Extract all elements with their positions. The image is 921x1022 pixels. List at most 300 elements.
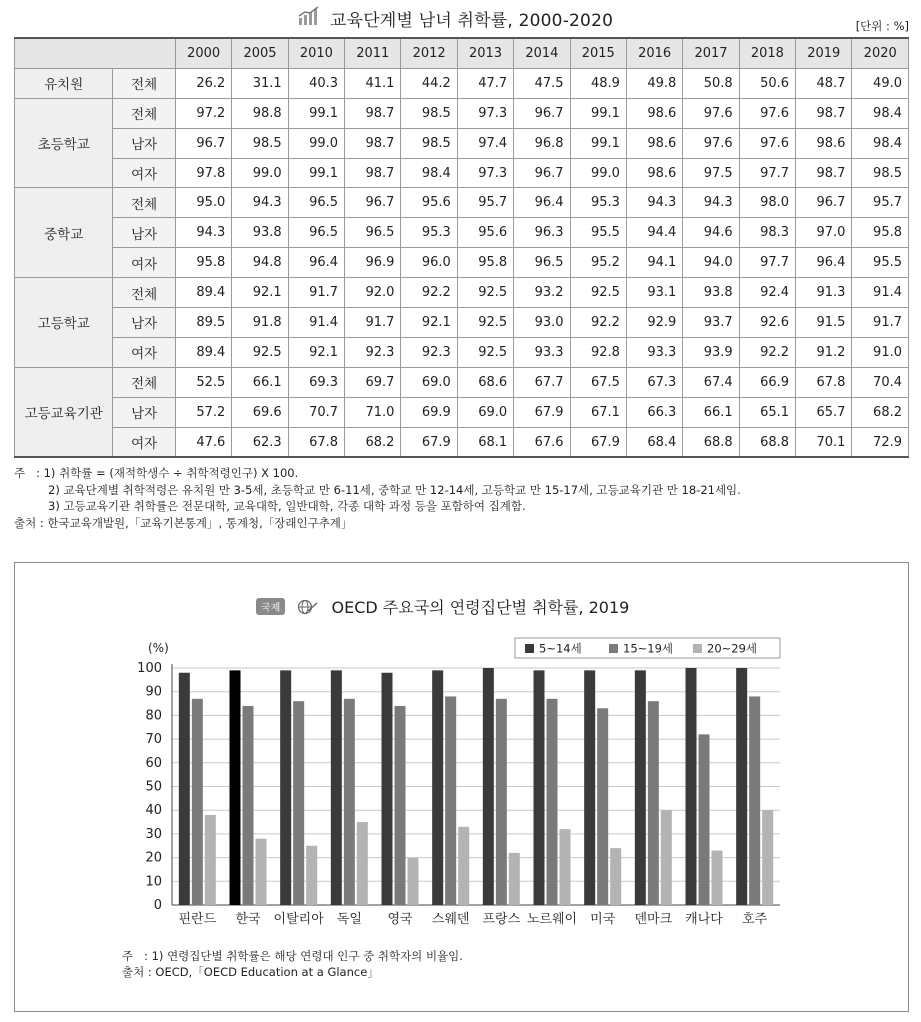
bar xyxy=(205,815,216,905)
x-tick-label: 노르웨이 xyxy=(526,912,578,927)
table-cell: 96.4 xyxy=(288,248,344,278)
year-header: 2010 xyxy=(288,38,344,68)
table-cell: 98.6 xyxy=(626,128,682,158)
sub-label: 남자 xyxy=(113,218,176,248)
table-cell: 98.7 xyxy=(345,128,401,158)
table-cell: 66.9 xyxy=(739,367,795,397)
bar xyxy=(344,699,355,905)
group-label: 유치원 xyxy=(15,68,113,98)
table-cell: 96.7 xyxy=(796,188,852,218)
bar xyxy=(256,839,267,905)
table-cell: 97.6 xyxy=(683,98,739,128)
table-row xyxy=(15,248,909,278)
bar xyxy=(483,668,494,905)
table-row xyxy=(15,337,909,367)
table-cell: 68.1 xyxy=(457,427,513,457)
table-cell: 91.7 xyxy=(345,308,401,338)
table-cell: 95.0 xyxy=(175,188,231,218)
table-cell: 93.9 xyxy=(683,337,739,367)
table-row xyxy=(15,397,909,427)
table-cell: 93.3 xyxy=(626,337,682,367)
table-cell: 95.8 xyxy=(175,248,231,278)
table-cell: 68.2 xyxy=(852,397,909,427)
table-cell: 97.5 xyxy=(683,158,739,188)
bar xyxy=(243,706,254,905)
year-header: 2011 xyxy=(345,38,401,68)
table-cell: 98.4 xyxy=(852,128,909,158)
table-cell: 67.9 xyxy=(570,427,626,457)
bar xyxy=(458,827,469,905)
table-cell: 67.3 xyxy=(626,367,682,397)
bar xyxy=(648,701,659,905)
table-cell: 99.1 xyxy=(570,98,626,128)
table-cell: 67.4 xyxy=(683,367,739,397)
bar xyxy=(496,699,507,905)
table-cell: 92.0 xyxy=(345,278,401,308)
group-label: 고등학교 xyxy=(15,278,113,368)
year-header: 2005 xyxy=(232,38,288,68)
x-tick-label: 덴마크 xyxy=(634,912,673,927)
table-cell: 95.5 xyxy=(852,248,909,278)
table-cell: 65.1 xyxy=(739,397,795,427)
bar xyxy=(749,696,760,905)
table-cell: 92.5 xyxy=(457,337,513,367)
year-header: 2015 xyxy=(570,38,626,68)
bar xyxy=(357,822,368,905)
year-header: 2016 xyxy=(626,38,682,68)
y-tick-label: 30 xyxy=(145,826,162,842)
table-cell: 91.5 xyxy=(796,308,852,338)
table-cell: 92.3 xyxy=(401,337,457,367)
y-tick-label: 0 xyxy=(153,898,162,913)
table-cell: 96.5 xyxy=(345,218,401,248)
table-cell: 94.8 xyxy=(232,248,288,278)
table-cell: 98.5 xyxy=(401,98,457,128)
table-row xyxy=(15,98,909,128)
bar xyxy=(699,734,710,905)
table-cell: 95.8 xyxy=(457,248,513,278)
bar xyxy=(293,701,304,905)
table-cell: 96.7 xyxy=(345,188,401,218)
table-cell: 40.3 xyxy=(288,68,344,98)
table-cell: 92.2 xyxy=(739,337,795,367)
legend-label: 5~14세 xyxy=(539,641,582,656)
table-cell: 67.5 xyxy=(570,367,626,397)
table-row xyxy=(15,278,909,308)
table-cell: 95.8 xyxy=(852,218,909,248)
bar xyxy=(331,670,342,905)
table-cell: 98.6 xyxy=(626,98,682,128)
table-cell: 97.4 xyxy=(457,128,513,158)
bar-chart xyxy=(120,630,800,940)
bar xyxy=(686,668,697,905)
table-cell: 92.8 xyxy=(570,337,626,367)
table-cell: 99.1 xyxy=(570,128,626,158)
table-cell: 97.2 xyxy=(175,98,231,128)
table-cell: 89.5 xyxy=(175,308,231,338)
y-tick-label: 40 xyxy=(145,803,162,819)
table-cell: 92.2 xyxy=(401,278,457,308)
table-cell: 92.3 xyxy=(345,337,401,367)
table-cell: 94.3 xyxy=(232,188,288,218)
table-row xyxy=(15,128,909,158)
chart-note-1: 주 : 1) 연령집단별 취학률은 해당 연령대 인구 중 취학자의 비율임. xyxy=(122,949,463,963)
note-3: 3) 고등교육기관 취학률은 전문대학, 교육대학, 일반대학, 각종 대학 과정 등을 포함하여 집계함. xyxy=(48,499,526,513)
table-cell: 70.1 xyxy=(796,427,852,457)
table-cell: 93.1 xyxy=(626,278,682,308)
table-cell: 93.7 xyxy=(683,308,739,338)
table-cell: 92.2 xyxy=(570,308,626,338)
table-cell: 66.3 xyxy=(626,397,682,427)
table-cell: 95.6 xyxy=(401,188,457,218)
table-header-row xyxy=(15,38,909,68)
table-cell: 57.2 xyxy=(175,397,231,427)
table-row xyxy=(15,427,909,457)
legend-swatch xyxy=(525,644,534,653)
table-cell: 98.7 xyxy=(345,158,401,188)
table-cell: 96.4 xyxy=(514,188,570,218)
y-tick-label: 90 xyxy=(145,684,162,700)
table-cell: 69.6 xyxy=(232,397,288,427)
enrollment-table xyxy=(14,37,909,458)
table-cell: 98.5 xyxy=(401,128,457,158)
table-cell: 98.5 xyxy=(232,128,288,158)
bar xyxy=(547,699,558,905)
table-cell: 48.7 xyxy=(796,68,852,98)
bar xyxy=(192,699,203,905)
sub-label: 전체 xyxy=(113,98,176,128)
table-cell: 95.6 xyxy=(457,218,513,248)
table-cell: 93.8 xyxy=(232,218,288,248)
x-tick-label: 미국 xyxy=(590,912,616,927)
table-cell: 99.0 xyxy=(570,158,626,188)
title-row xyxy=(0,0,921,34)
year-header: 2014 xyxy=(514,38,570,68)
table-cell: 91.0 xyxy=(852,337,909,367)
table-cell: 67.8 xyxy=(796,367,852,397)
x-tick-label: 한국 xyxy=(235,912,261,927)
bar xyxy=(230,670,241,905)
table-cell: 69.0 xyxy=(457,397,513,427)
table-cell: 94.6 xyxy=(683,218,739,248)
year-header: 2018 xyxy=(739,38,795,68)
table-cell: 98.5 xyxy=(852,158,909,188)
note-2: 2) 교육단계별 취학적령은 유치원 만 3-5세, 초등학교 만 6-11세, 중학교 만 12-14세, 고등학교 만 15-17세, 고등교육기관 만 18-21세임. xyxy=(48,482,741,497)
table-cell: 47.5 xyxy=(514,68,570,98)
bar xyxy=(280,670,291,905)
table-cell: 69.0 xyxy=(401,367,457,397)
table-cell: 48.9 xyxy=(570,68,626,98)
table-cell: 98.7 xyxy=(796,158,852,188)
legend-swatch xyxy=(693,644,702,653)
bar xyxy=(736,668,747,905)
bar xyxy=(432,670,443,905)
y-tick-label: 100 xyxy=(137,661,162,676)
table-cell: 95.3 xyxy=(570,188,626,218)
sub-label: 여자 xyxy=(113,337,176,367)
table-cell: 99.1 xyxy=(288,98,344,128)
y-tick-label: 60 xyxy=(145,755,162,771)
chart-source: 출처 : OECD,「OECD Education at a Glance」 xyxy=(122,965,379,979)
sub-label: 남자 xyxy=(113,128,176,158)
bar xyxy=(635,670,646,905)
table-cell: 98.7 xyxy=(345,98,401,128)
table-cell: 96.4 xyxy=(796,248,852,278)
table-cell: 95.2 xyxy=(570,248,626,278)
table-cell: 97.8 xyxy=(175,158,231,188)
table-cell: 96.0 xyxy=(401,248,457,278)
table-cell: 95.7 xyxy=(852,188,909,218)
international-badge: 국제 xyxy=(256,598,285,615)
sub-label: 남자 xyxy=(113,308,176,338)
table-cell: 99.0 xyxy=(288,128,344,158)
table-cell: 52.5 xyxy=(175,367,231,397)
group-label: 중학교 xyxy=(15,188,113,278)
table-cell: 93.8 xyxy=(683,278,739,308)
bar xyxy=(509,853,520,905)
x-tick-label: 독일 xyxy=(336,912,362,927)
table-cell: 98.7 xyxy=(796,98,852,128)
table-cell: 93.3 xyxy=(514,337,570,367)
sub-label: 전체 xyxy=(113,68,176,98)
x-tick-label: 핀란드 xyxy=(178,912,217,927)
table-cell: 93.0 xyxy=(514,308,570,338)
table-cell: 94.1 xyxy=(626,248,682,278)
globe-icon xyxy=(296,599,318,615)
table-cell: 50.8 xyxy=(683,68,739,98)
table-row xyxy=(15,68,909,98)
table-cell: 67.9 xyxy=(514,397,570,427)
table-cell: 94.0 xyxy=(683,248,739,278)
bar xyxy=(445,696,456,905)
table-cell: 66.1 xyxy=(683,397,739,427)
table-cell: 70.4 xyxy=(852,367,909,397)
table-row xyxy=(15,367,909,397)
year-header: 2013 xyxy=(457,38,513,68)
legend-label: 20~29세 xyxy=(707,641,758,656)
table-cell: 94.3 xyxy=(683,188,739,218)
table-cell: 68.6 xyxy=(457,367,513,397)
y-tick-label: 50 xyxy=(145,779,162,795)
x-tick-label: 영국 xyxy=(387,912,413,927)
table-cell: 97.6 xyxy=(739,128,795,158)
table-cell: 96.5 xyxy=(514,248,570,278)
bar xyxy=(560,829,571,905)
sub-label: 전체 xyxy=(113,188,176,218)
table-body xyxy=(15,68,909,457)
table-cell: 72.9 xyxy=(852,427,909,457)
table-row xyxy=(15,218,909,248)
table-row xyxy=(15,308,909,338)
table-cell: 62.3 xyxy=(232,427,288,457)
table-cell: 65.7 xyxy=(796,397,852,427)
y-axis-label: (%) xyxy=(148,641,169,655)
chart-notes xyxy=(122,948,463,980)
table-notes xyxy=(14,465,741,531)
table-cell: 94.4 xyxy=(626,218,682,248)
table-source: 출처 : 한국교육개발원,「교육기본통계」, 통계청,「장래인구추계」 xyxy=(14,515,353,530)
table-cell: 92.5 xyxy=(457,308,513,338)
table-cell: 49.8 xyxy=(626,68,682,98)
table-cell: 98.8 xyxy=(232,98,288,128)
table-cell: 97.7 xyxy=(739,248,795,278)
chart-title-row xyxy=(256,595,629,618)
table-cell: 47.7 xyxy=(457,68,513,98)
table-cell: 93.2 xyxy=(514,278,570,308)
table-cell: 71.0 xyxy=(345,397,401,427)
table-cell: 96.9 xyxy=(345,248,401,278)
legend-swatch xyxy=(609,644,618,653)
table-cell: 92.5 xyxy=(570,278,626,308)
year-header: 2012 xyxy=(401,38,457,68)
table-cell: 70.7 xyxy=(288,397,344,427)
year-header: 2020 xyxy=(852,38,909,68)
bar xyxy=(661,810,672,905)
table-cell: 96.7 xyxy=(514,158,570,188)
table-cell: 92.6 xyxy=(739,308,795,338)
sub-label: 전체 xyxy=(113,278,176,308)
table-cell: 94.3 xyxy=(175,218,231,248)
year-header: 2019 xyxy=(796,38,852,68)
table-cell: 92.1 xyxy=(288,337,344,367)
table-cell: 67.1 xyxy=(570,397,626,427)
table-cell: 91.7 xyxy=(852,308,909,338)
table-cell: 96.5 xyxy=(288,218,344,248)
table-cell: 26.2 xyxy=(175,68,231,98)
table-cell: 91.4 xyxy=(852,278,909,308)
table-cell: 92.5 xyxy=(232,337,288,367)
y-tick-label: 10 xyxy=(145,874,162,890)
table-cell: 99.0 xyxy=(232,158,288,188)
table-cell: 97.0 xyxy=(796,218,852,248)
table-cell: 67.7 xyxy=(514,367,570,397)
note-1: 주 : 1) 취학률 = (재적학생수 ÷ 취학적령인구) X 100. xyxy=(14,466,299,480)
table-cell: 92.9 xyxy=(626,308,682,338)
table-cell: 96.7 xyxy=(175,128,231,158)
table-cell: 95.5 xyxy=(570,218,626,248)
table-cell: 47.6 xyxy=(175,427,231,457)
x-tick-label: 스웨덴 xyxy=(431,912,470,927)
bar xyxy=(179,673,190,905)
table-cell: 89.4 xyxy=(175,337,231,367)
table-cell: 91.7 xyxy=(288,278,344,308)
table-cell: 69.3 xyxy=(288,367,344,397)
table-cell: 96.5 xyxy=(288,188,344,218)
table-cell: 96.7 xyxy=(514,98,570,128)
table-cell: 67.9 xyxy=(401,427,457,457)
table-cell: 96.8 xyxy=(514,128,570,158)
table-cell: 31.1 xyxy=(232,68,288,98)
bar xyxy=(408,858,419,905)
table-cell: 68.8 xyxy=(683,427,739,457)
legend-label: 15~19세 xyxy=(623,641,674,656)
bar xyxy=(712,850,723,905)
y-tick-label: 70 xyxy=(145,732,162,748)
table-row xyxy=(15,158,909,188)
page-title: 교육단계별 남녀 취학률, 2000-2020 xyxy=(330,11,614,31)
table-cell: 67.6 xyxy=(514,427,570,457)
table-cell: 92.4 xyxy=(739,278,795,308)
x-tick-label: 캐나다 xyxy=(685,912,723,927)
sub-label: 여자 xyxy=(113,158,176,188)
table-cell: 98.4 xyxy=(852,98,909,128)
table-cell: 98.0 xyxy=(739,188,795,218)
table-cell: 91.2 xyxy=(796,337,852,367)
table-cell: 49.0 xyxy=(852,68,909,98)
bar xyxy=(306,846,317,905)
bar xyxy=(597,708,608,905)
table-cell: 50.6 xyxy=(739,68,795,98)
table-cell: 97.6 xyxy=(683,128,739,158)
table-cell: 95.3 xyxy=(401,218,457,248)
unit-label: [단위 : %] xyxy=(855,19,909,33)
table-cell: 92.1 xyxy=(401,308,457,338)
bar xyxy=(762,810,773,905)
table-row xyxy=(15,188,909,218)
sub-label: 여자 xyxy=(113,427,176,457)
table-cell: 97.3 xyxy=(457,98,513,128)
header-corner xyxy=(15,38,176,68)
table-cell: 68.4 xyxy=(626,427,682,457)
table-cell: 41.1 xyxy=(345,68,401,98)
table-cell: 44.2 xyxy=(401,68,457,98)
table-cell: 99.1 xyxy=(288,158,344,188)
table-cell: 66.1 xyxy=(232,367,288,397)
table-cell: 91.3 xyxy=(796,278,852,308)
x-tick-label: 호주 xyxy=(742,912,768,927)
table-cell: 97.6 xyxy=(739,98,795,128)
table-cell: 68.2 xyxy=(345,427,401,457)
table-cell: 69.7 xyxy=(345,367,401,397)
table-cell: 69.9 xyxy=(401,397,457,427)
group-label: 고등교육기관 xyxy=(15,367,113,457)
chart-title: OECD 주요국의 연령집단별 취학률, 2019 xyxy=(331,598,630,617)
sub-label: 여자 xyxy=(113,248,176,278)
x-tick-label: 프랑스 xyxy=(482,912,521,927)
table-cell: 98.6 xyxy=(796,128,852,158)
table-cell: 92.5 xyxy=(457,278,513,308)
table-cell: 95.7 xyxy=(457,188,513,218)
bar-chart-icon xyxy=(298,6,322,26)
table-cell: 97.3 xyxy=(457,158,513,188)
table-cell: 92.1 xyxy=(232,278,288,308)
table-cell: 97.7 xyxy=(739,158,795,188)
year-header: 2017 xyxy=(683,38,739,68)
bar xyxy=(610,848,621,905)
group-label: 초등학교 xyxy=(15,98,113,188)
y-tick-label: 20 xyxy=(145,850,162,866)
y-tick-label: 80 xyxy=(145,708,162,724)
table-cell: 98.6 xyxy=(626,158,682,188)
table-cell: 91.4 xyxy=(288,308,344,338)
table-cell: 89.4 xyxy=(175,278,231,308)
table-cell: 67.8 xyxy=(288,427,344,457)
year-header: 2000 xyxy=(175,38,231,68)
bar xyxy=(382,673,393,905)
bar xyxy=(395,706,406,905)
bar xyxy=(584,670,595,905)
table-cell: 98.3 xyxy=(739,218,795,248)
table-cell: 98.4 xyxy=(401,158,457,188)
x-tick-label: 이탈리아 xyxy=(273,912,324,927)
sub-label: 전체 xyxy=(113,367,176,397)
table-cell: 96.3 xyxy=(514,218,570,248)
table-cell: 91.8 xyxy=(232,308,288,338)
sub-label: 남자 xyxy=(113,397,176,427)
bar xyxy=(534,670,545,905)
table-cell: 94.3 xyxy=(626,188,682,218)
table-cell: 68.8 xyxy=(739,427,795,457)
